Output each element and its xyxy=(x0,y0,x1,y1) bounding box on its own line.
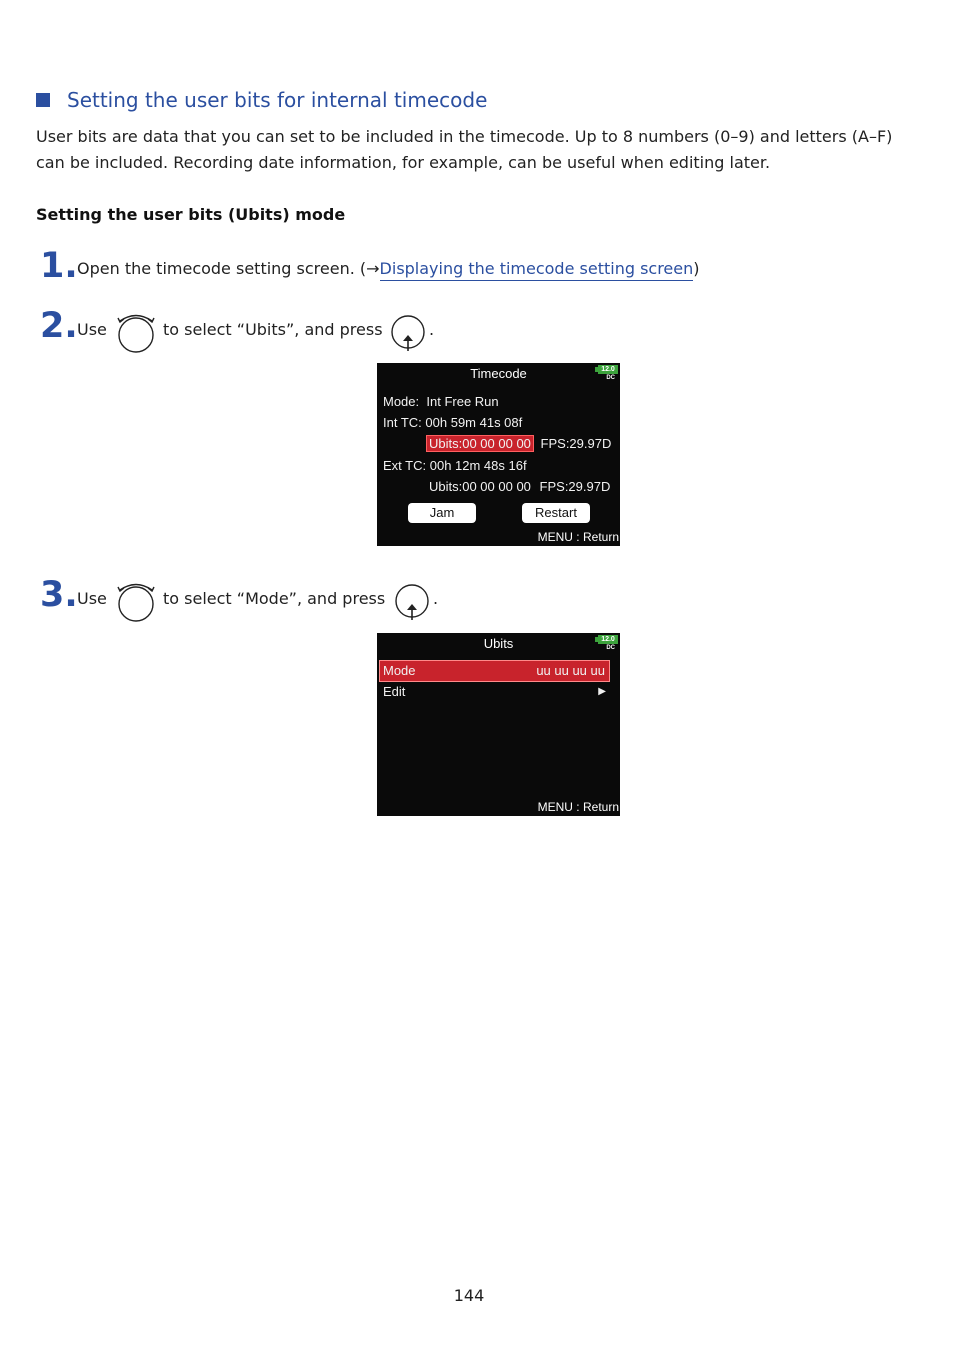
ext-ubits-row: Ubits:00 00 00 00 FPS:29.97D xyxy=(429,479,611,494)
timecode-screen-link[interactable]: Displaying the timecode setting screen xyxy=(380,259,694,281)
screen-title: Ubits xyxy=(483,636,514,651)
mode-row: Mode: Int Free Run xyxy=(383,394,499,409)
step-number-3: 3. xyxy=(40,575,78,615)
ext-tc-row: Ext TC: 00h 12m 48s 16f xyxy=(383,458,527,473)
jam-button[interactable]: Jam xyxy=(408,503,476,523)
menu-item-edit[interactable]: Edit ▶ xyxy=(379,682,610,702)
menu-return-hint: MENU : Return xyxy=(537,530,619,544)
menu-item-mode[interactable]: Mode uu uu uu uu xyxy=(379,660,610,682)
selection-dial-icon xyxy=(115,311,157,355)
chevron-right-icon: ▶ xyxy=(598,686,606,697)
int-tc-row: Int TC: 00h 59m 41s 08f xyxy=(383,415,523,430)
timecode-screen xyxy=(377,363,620,546)
step-2-text: to select “Ubits”, and press xyxy=(163,320,383,339)
ubits-selected[interactable]: Ubits:00 00 00 00 xyxy=(426,435,534,452)
intro-paragraph: User bits are data that you can set to be included in the timecode. Up to 8 numbers (0–9) and letters (A–F) can be included. Recording date information, for example, can be useful when editing later. xyxy=(36,127,893,172)
press-dial-icon xyxy=(389,313,427,353)
subheading: Setting the user bits (Ubits) mode xyxy=(36,205,346,224)
heading-square-icon xyxy=(36,93,50,107)
step-3-text: to select “Mode”, and press xyxy=(163,589,386,608)
step-number-2: 2. xyxy=(40,306,78,346)
restart-button[interactable]: Restart xyxy=(522,503,590,523)
section-heading xyxy=(36,88,487,112)
step-3-end: . xyxy=(433,589,439,608)
section-title: Setting the user bits for internal timecode xyxy=(67,88,488,112)
step-3-use: Use xyxy=(77,589,107,608)
battery-icon: 12.0 DC xyxy=(595,635,619,655)
int-ubits-row: Ubits:00 00 00 00 FPS:29.97D xyxy=(426,436,611,451)
step-number-1: 1. xyxy=(40,246,78,286)
battery-icon: 12.0 DC xyxy=(595,365,619,385)
menu-return-hint: MENU : Return xyxy=(537,800,619,814)
ubits-screen xyxy=(377,633,620,816)
step-1-text: Open the timecode setting screen. (→Displaying the timecode setting screen) xyxy=(77,259,700,278)
step-2-end: . xyxy=(429,320,435,339)
selection-dial-icon xyxy=(115,580,157,624)
press-dial-icon xyxy=(393,582,431,622)
step-2-use: Use xyxy=(77,320,107,339)
page-number: 144 xyxy=(453,1286,485,1305)
screen-title: Timecode xyxy=(470,366,527,381)
